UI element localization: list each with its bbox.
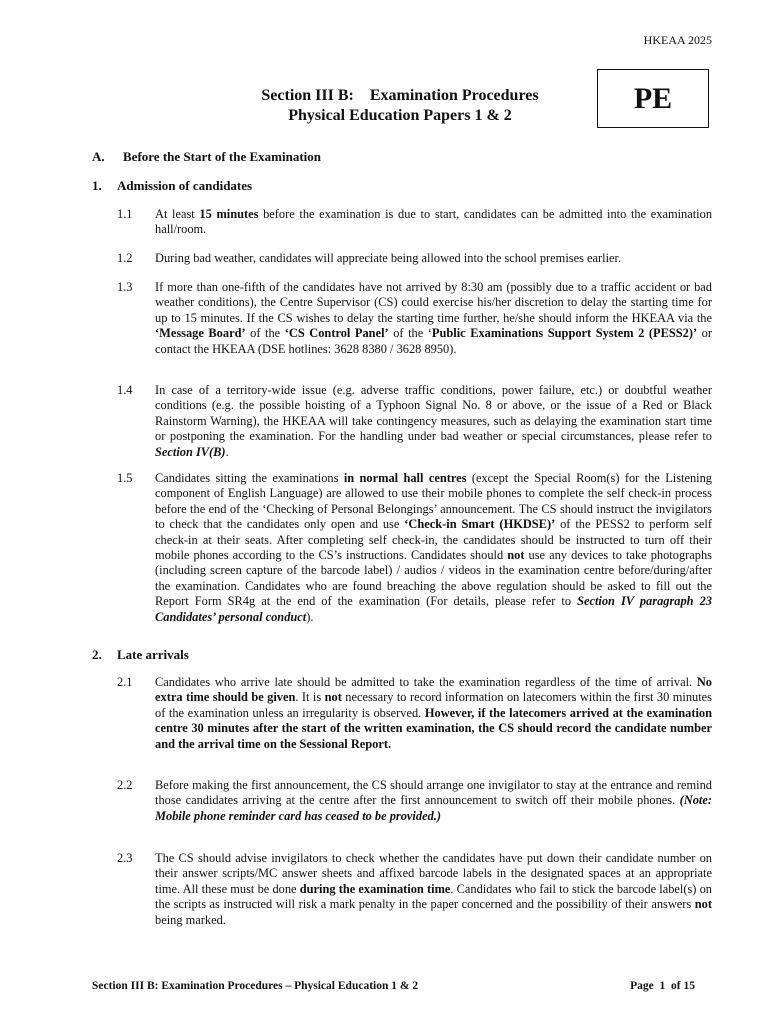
paragraph-1-4 <box>117 383 712 460</box>
paragraph-2-1 <box>117 675 712 752</box>
subject-code-label: PE <box>633 81 673 115</box>
section-1-heading <box>92 178 252 194</box>
paragraph-number: 2.2 <box>117 778 133 792</box>
paragraph-text: If more than one-fifth of the candidates have not arrived by 8:30 am (possibly due to a traffic accident or bad weather conditions), the Centre Supervisor (CS) could exercise his/her discretion to delay the starting time for up to 15 minutes. If the CS wishes to delay the starting time further, he/she should inform the HKEAA via the ‘Message Board’ of the ‘CS Control Panel’ of the ‘Public Examinations Support System 2 (PESS2)’ or contact the HKEAA (DSE hotlines: 3628 8380 / 3628 8950). <box>155 280 712 356</box>
paragraph-number: 2.1 <box>117 675 133 689</box>
subject-code-box <box>597 69 709 128</box>
section-2-heading <box>92 647 189 663</box>
paragraph-text: During bad weather, candidates will appreciate being allowed into the school premises earlier. <box>155 251 622 265</box>
paragraph-number: 1.2 <box>117 251 133 265</box>
section-1-title: Admission of candidates <box>117 178 253 193</box>
paragraph-text: Candidates who arrive late should be admitted to take the examination regardless of the time of arrival. No extra time should be given. It is not necessary to record information on latecomers within the first 30 minutes of the examination unless an irregularity is observed. However, if the latecomers arrived at the examination centre 30 minutes after the start of the written examination, the CS should record the candidate number and the arrival time on the Sessional Report. <box>155 675 713 751</box>
paragraph-text: Candidates sitting the examinations in normal hall centres (except the Special Room(s) for the Listening component of English Language) are allowed to use their mobile phones to complete the self check-in process before the end of the ‘Checking of Personal Belongings’ announcement. The CS should instruct the invigilators to check that the candidates only open and use ‘Check-in Smart (HKDSE)’ of the PESS2 to perform self check-in at their seats. After completing self check-in, the candidates should be instructed to turn off their mobile phones according to the CS’s instructions. Candidates should not use any devices to take photographs (including screen capture of the barcode label) / audios / videos in the examination centre before/during/after the examination. Candidates who are found breaching the above regulation should be asked to fill out the Report Form SR4g at the end of the examination (For details, please refer to Section IV paragraph 23 Candidates’ personal conduct). <box>155 471 713 624</box>
paragraph-1-1 <box>117 207 712 238</box>
paragraph-number: 1.4 <box>117 383 133 397</box>
paragraph-2-2 <box>117 778 712 824</box>
paragraph-number: 1.3 <box>117 280 133 294</box>
paragraph-text: At least 15 minutes before the examination is due to start, candidates can be admitted into the examination hall/room. <box>155 207 713 237</box>
paragraph-2-3 <box>117 851 712 928</box>
section-2-title: Late arrivals <box>117 647 189 662</box>
footer-section-title: Section III B: Examination Procedures – Physical Education 1 & 2 <box>92 980 419 992</box>
section-a-heading <box>92 149 321 165</box>
title-line-2: Physical Education Papers 1 & 2 <box>288 107 512 124</box>
section-a-letter: A. <box>92 149 105 164</box>
paragraph-number: 1.5 <box>117 471 133 485</box>
paragraph-number: 1.1 <box>117 207 133 221</box>
paragraph-1-5 <box>117 471 712 625</box>
title-line-1: Section III B: Examination Procedures <box>261 87 539 104</box>
paragraph-number: 2.3 <box>117 851 133 865</box>
section-a-title: Before the Start of the Examination <box>123 149 321 164</box>
section-1-number: 1. <box>92 178 102 193</box>
footer-page-number: Page 1 of 15 <box>630 980 695 992</box>
paragraph-1-2 <box>117 251 712 266</box>
section-2-number: 2. <box>92 647 102 662</box>
paragraph-1-3 <box>117 280 712 357</box>
paragraph-text: In case of a territory-wide issue (e.g. adverse traffic conditions, power failure, etc.) or doubtful weather conditions (e.g. the possible hoisting of a Typhoon Signal No. 8 or above, or the issue of a Red or Black Rainstorm Warning), the HKEAA will take contingency measures, such as delaying the examination start time or postponing the examination. For the handling under bad weather or special circumstances, please refer to Section IV(B). <box>155 383 712 459</box>
document-code: HKEAA 2025 <box>643 33 712 47</box>
paragraph-text: Before making the first announcement, the CS should arrange one invigilator to stay at the entrance and remind those candidates arriving at the centre after the first announcement to switch off their mobile phones. (Note: Mobile phone reminder card has ceased to be provided.) <box>155 778 712 823</box>
paragraph-text: The CS should advise invigilators to check whether the candidates have put down their candidate number on their answer scripts/MC answer sheets and affixed barcode labels in the designated spaces at an appropriate time. All these must be done during the examination time. Candidates who fail to stick the barcode label(s) on the scripts as instructed will risk a mark penalty in the paper concerned and the possibility of their answers not being marked. <box>155 851 712 927</box>
